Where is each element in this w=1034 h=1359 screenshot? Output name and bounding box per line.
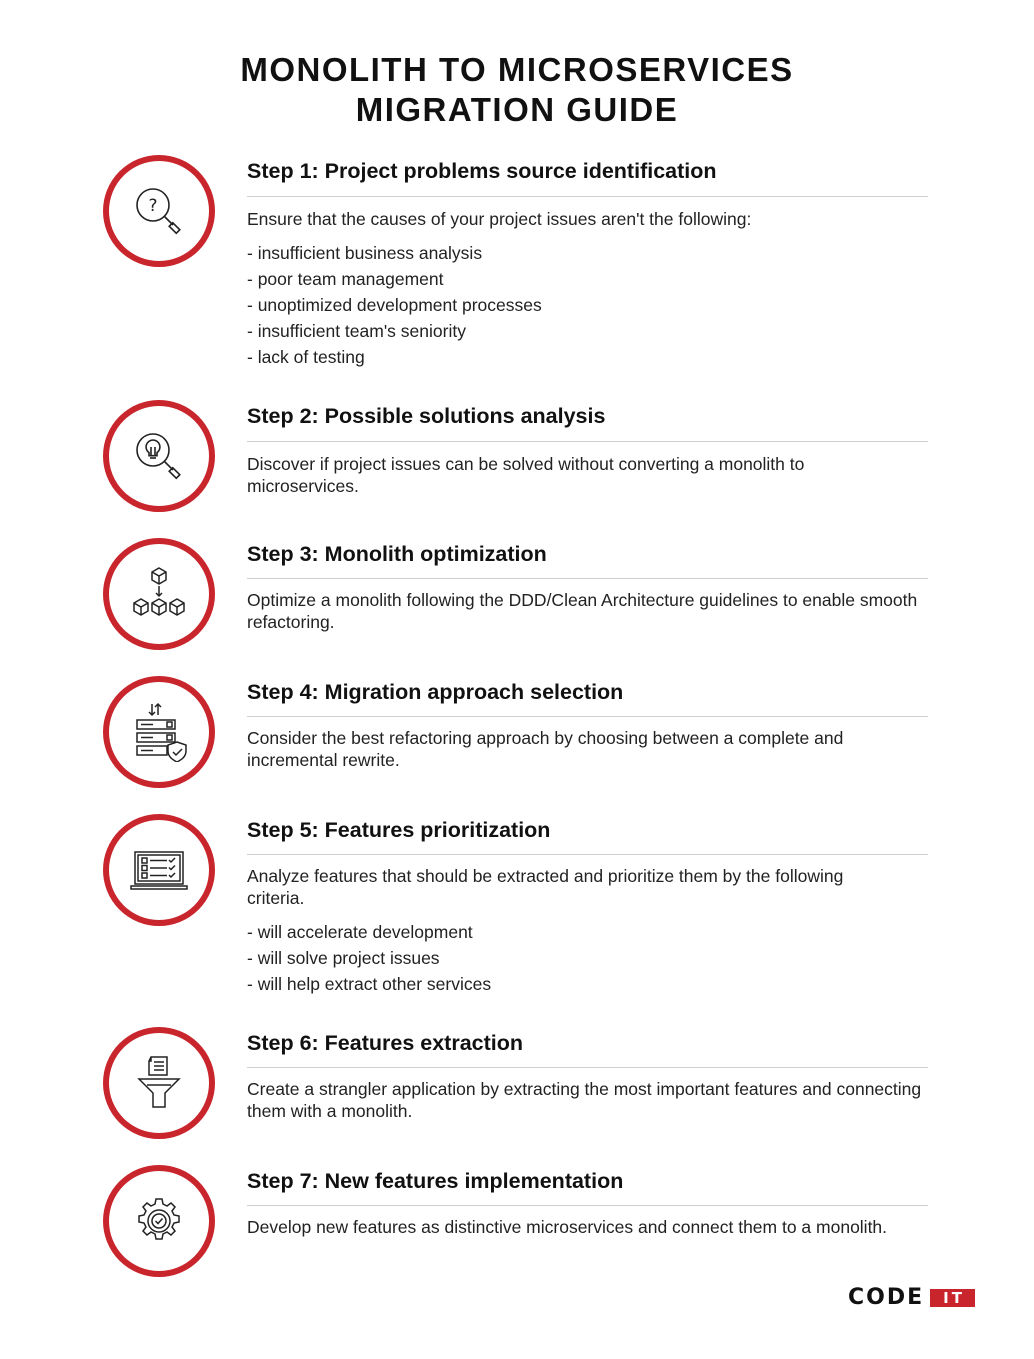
step-2-body <box>247 453 807 497</box>
list-item: - will accelerate development <box>247 922 473 942</box>
list-item: - will solve project issues <box>247 948 440 968</box>
step-4-body <box>247 727 927 771</box>
server-shield-icon <box>129 702 189 762</box>
step-6-description: Create a strangler application by extracting the most important features and connecting them with a monolith. <box>247 1079 922 1121</box>
step-5-ring <box>103 814 215 926</box>
step-7-divider <box>247 1205 928 1206</box>
step-7-title: Step 7: New features implementation <box>247 1169 624 1193</box>
step-6-ring <box>103 1027 215 1139</box>
step-5-divider <box>247 854 928 855</box>
codeit-logo <box>848 1285 975 1310</box>
step-5-list <box>247 919 887 997</box>
step-6-title: Step 6: Features extraction <box>247 1031 524 1055</box>
step-1-divider <box>247 196 928 197</box>
step-6-body <box>247 1078 927 1122</box>
step-3-ring <box>103 538 215 650</box>
search-question-icon <box>129 181 189 241</box>
cubes-hierarchy-icon <box>129 564 189 624</box>
step-5-description: Analyze features that should be extracted and prioritize them by the following criteria. <box>247 866 844 908</box>
logo-it-badge: IT <box>930 1289 975 1307</box>
title-line-1: MONOLITH TO MICROSERVICES <box>240 51 794 88</box>
step-1-list <box>247 240 927 370</box>
step-3-body <box>247 589 927 633</box>
list-item: - insufficient team's seniority <box>247 321 466 341</box>
lightbulb-search-icon <box>129 426 189 486</box>
step-7-ring <box>103 1165 215 1277</box>
list-item: - will help extract other services <box>247 974 492 994</box>
list-item: - unoptimized development processes <box>247 295 542 315</box>
step-2-ring <box>103 400 215 512</box>
logo-code-text: CODE <box>848 1285 925 1310</box>
step-7-body <box>247 1216 927 1238</box>
step-3-title: Step 3: Monolith optimization <box>247 542 547 566</box>
step-1-body <box>247 208 927 370</box>
step-3-divider <box>247 578 928 579</box>
list-item: - poor team management <box>247 269 444 289</box>
list-item: - insufficient business analysis <box>247 243 483 263</box>
svg-text:?: ? <box>148 196 158 216</box>
title-line-2: MIGRATION GUIDE <box>355 91 679 128</box>
step-7-description: Develop new features as distinctive microservices and connect them to a monolith. <box>247 1217 888 1237</box>
step-2-divider <box>247 441 928 442</box>
list-item: - lack of testing <box>247 347 365 367</box>
step-3-description: Optimize a monolith following the DDD/Clean Architecture guidelines to enable smooth refactoring. <box>247 590 918 632</box>
step-1-ring <box>103 155 215 267</box>
step-4-title: Step 4: Migration approach selection <box>247 680 624 704</box>
step-4-ring <box>103 676 215 788</box>
gear-target-icon <box>129 1191 189 1251</box>
step-4-divider <box>247 716 928 717</box>
step-1-description: Ensure that the causes of your project issues aren't the following: <box>247 209 752 229</box>
step-6-divider <box>247 1067 928 1068</box>
step-2-description: Discover if project issues can be solved without converting a monolith to microservices. <box>247 454 805 496</box>
step-4-description: Consider the best refactoring approach by choosing between a complete and incremental rewrite. <box>247 728 844 770</box>
step-2-title: Step 2: Possible solutions analysis <box>247 404 606 428</box>
step-5-title: Step 5: Features prioritization <box>247 818 551 842</box>
step-5-body <box>247 865 887 997</box>
laptop-checklist-icon <box>129 840 189 900</box>
page-title <box>0 50 1034 130</box>
document-funnel-icon <box>129 1053 189 1113</box>
step-1-title: Step 1: Project problems source identification <box>247 159 717 183</box>
